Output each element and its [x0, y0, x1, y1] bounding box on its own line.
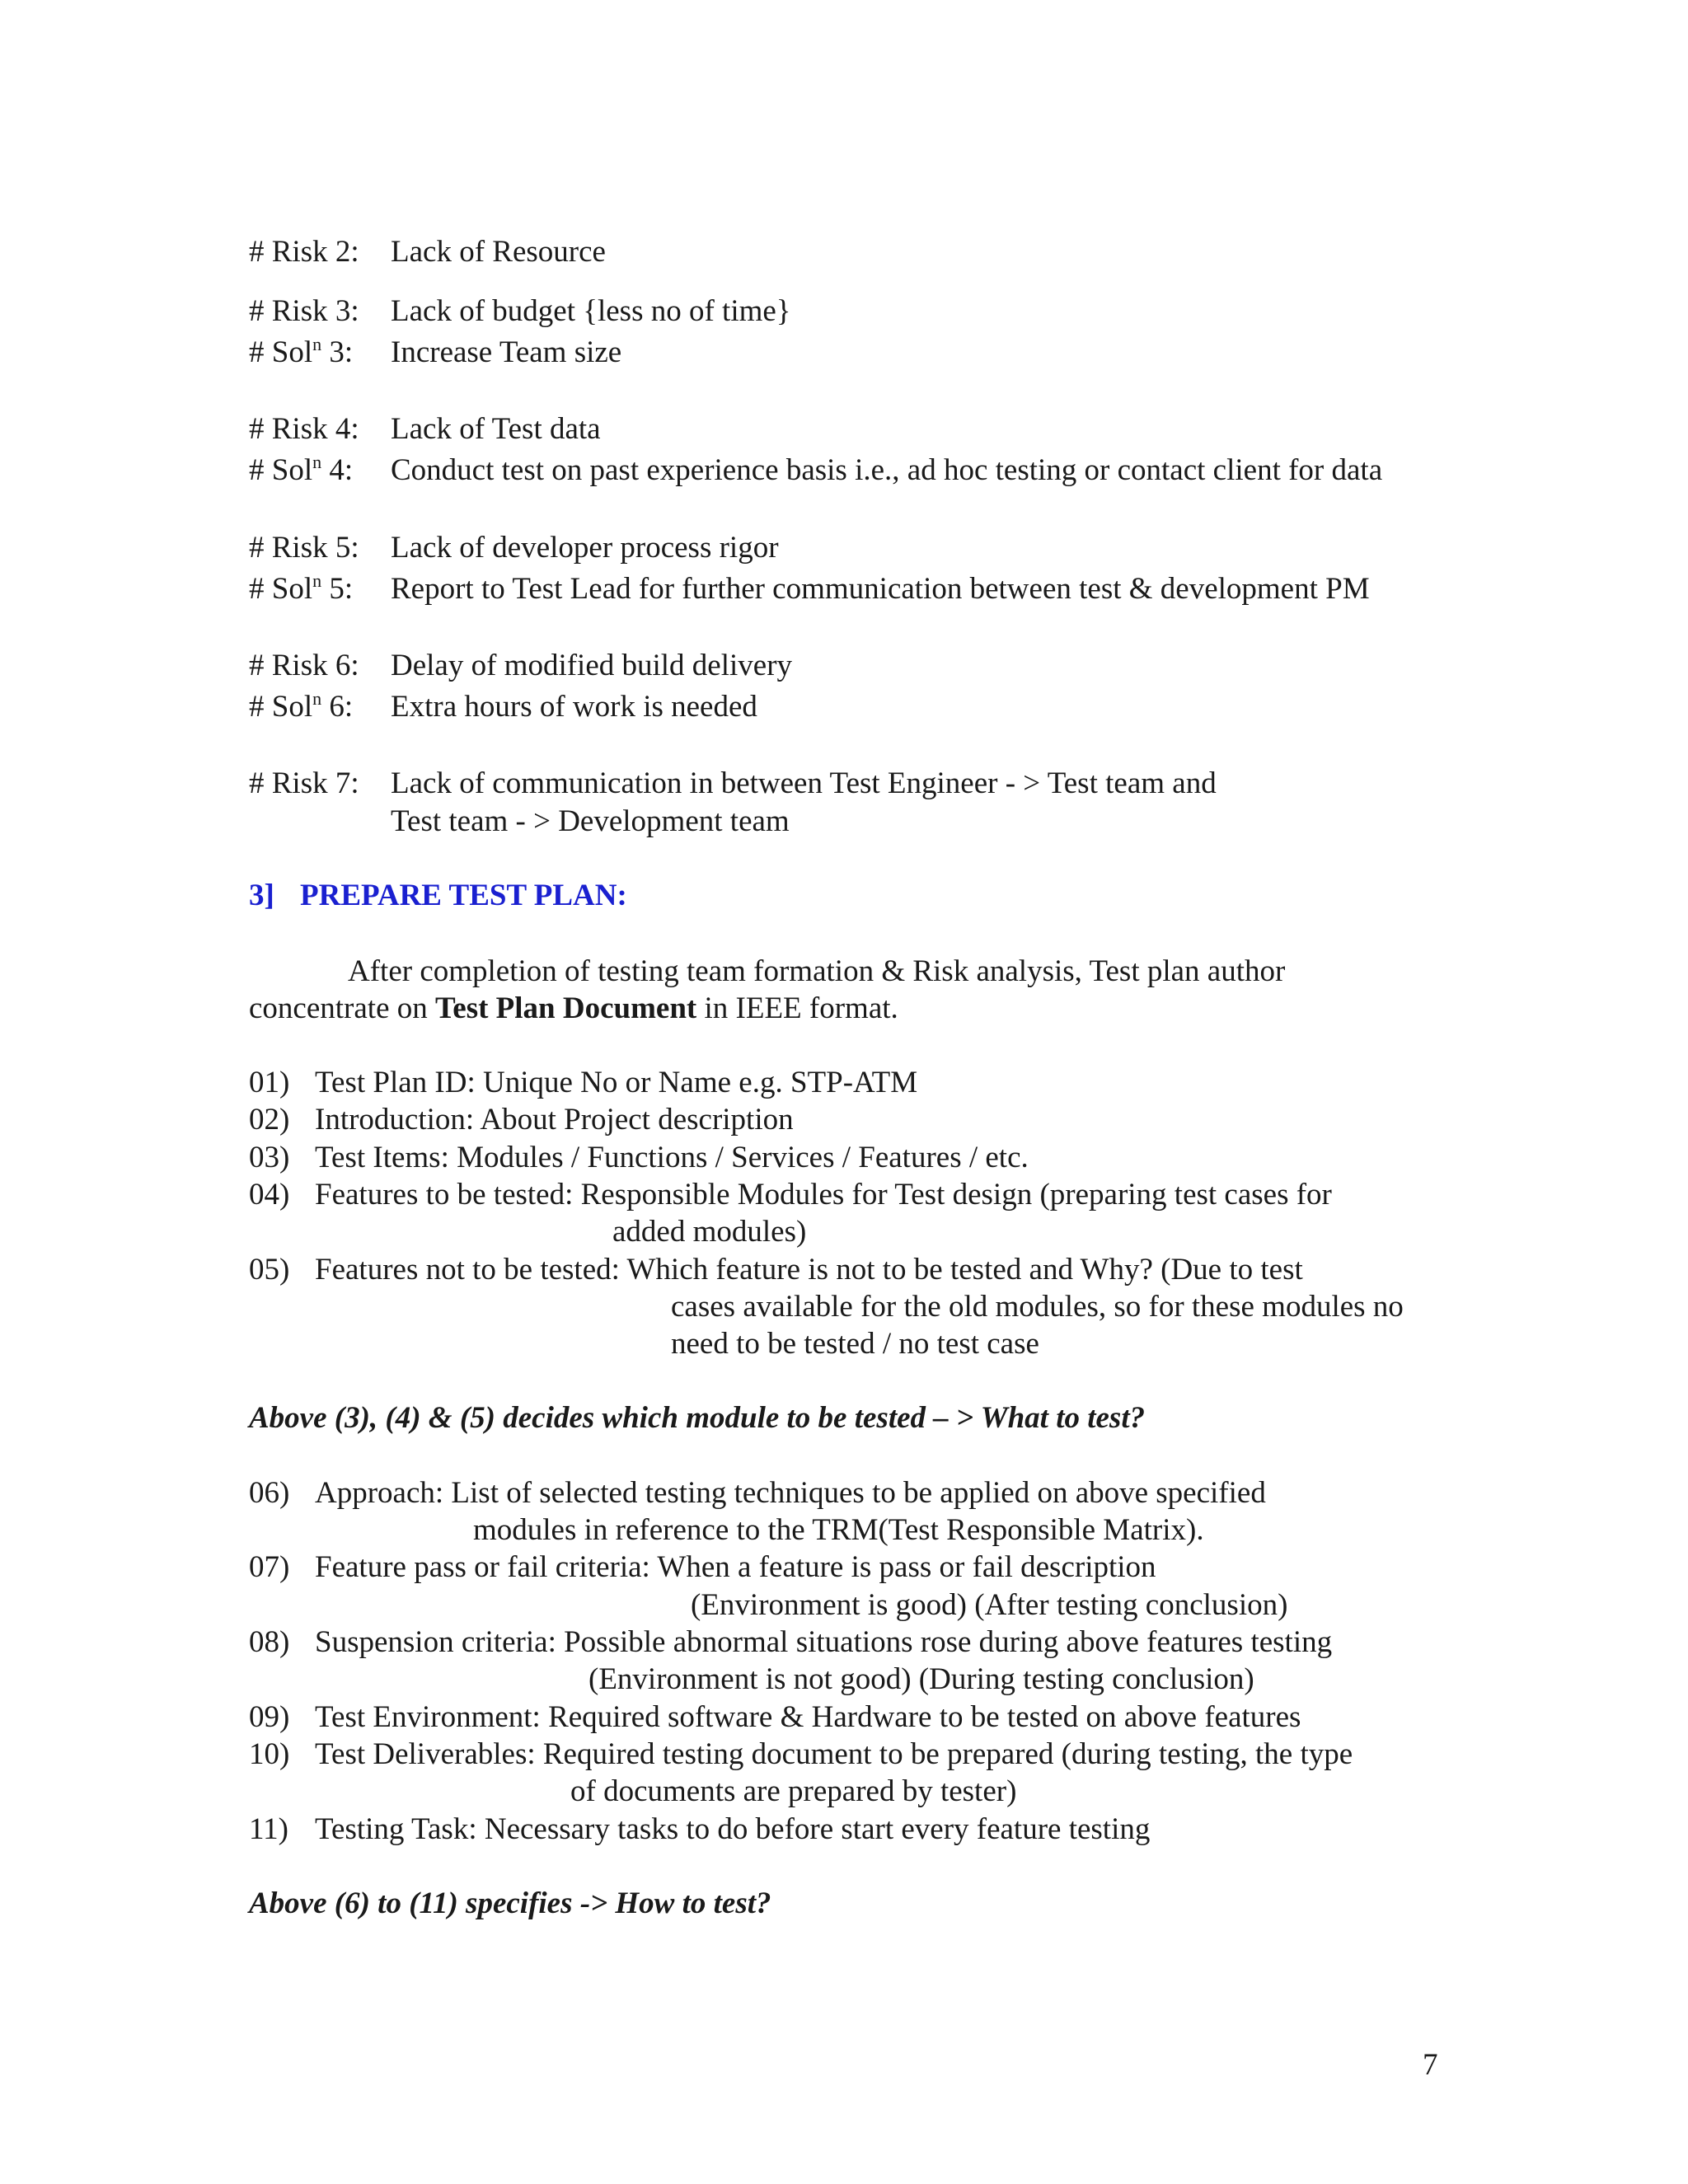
risk-label: # Risk 7: — [249, 766, 359, 800]
how-to-test-note: Above (6) to (11) specifies -> How to test? — [249, 1886, 771, 1920]
item-continuation: (Environment is good) (After testing conclusion) — [691, 1588, 1288, 1622]
item-text: Testing Task: Necessary tasks to do before start every feature testing — [315, 1812, 1151, 1846]
risk-text: Lack of budget {less no of time} — [391, 294, 791, 328]
item-continuation: of documents are prepared by tester) — [570, 1774, 1017, 1808]
item-continuation: need to be tested / no test case — [671, 1327, 1039, 1361]
risk-label: # Risk 2: — [249, 235, 359, 269]
item-text: Test Environment: Required software & Hardware to be tested on above features — [315, 1700, 1301, 1734]
item-text: Feature pass or fail criteria: When a feature is pass or fail description — [315, 1550, 1156, 1584]
solution-label: # Sol$^n$ 6: — [249, 688, 354, 724]
risk-text: Delay of modified build delivery — [391, 649, 793, 682]
section-number: 3] — [249, 879, 274, 912]
solution-text: Report to Test Lead for further communication between test & development PM — [391, 572, 1370, 606]
item-number: 11) — [249, 1812, 288, 1846]
item-number: 09) — [249, 1700, 290, 1734]
solution-text: Conduct test on past experience basis i.e., ad hoc testing or contact client for data — [391, 453, 1383, 487]
item-text: Approach: List of selected testing techniques to be applied on above specified — [315, 1476, 1266, 1510]
item-number: 05) — [249, 1253, 290, 1286]
item-number: 02) — [249, 1103, 290, 1137]
risk-text: Lack of Resource — [391, 235, 606, 269]
solution-text: Extra hours of work is needed — [391, 690, 757, 724]
item-text: Features not to be tested: Which feature is not to be tested and Why? (Due to test — [315, 1253, 1303, 1286]
risk-label: # Risk 5: — [249, 531, 359, 565]
item-text: Introduction: About Project description — [315, 1103, 794, 1137]
item-number: 07) — [249, 1550, 290, 1584]
intro-line-1: After completion of testing team formation & Risk analysis, Test plan author — [348, 954, 1286, 988]
risk-label: # Risk 3: — [249, 294, 359, 328]
risk-text: Lack of communication in between Test Engineer - > Test team and — [391, 766, 1217, 800]
intro-line-2: concentrate on Test Plan Document in IEEE format. — [249, 991, 898, 1025]
risk-label: # Risk 4: — [249, 412, 359, 446]
item-text: Test Deliverables: Required testing document to be prepared (during testing, the type — [315, 1737, 1353, 1771]
section-title: PREPARE TEST PLAN: — [300, 879, 627, 912]
item-number: 10) — [249, 1737, 290, 1771]
item-continuation: modules in reference to the TRM(Test Responsible Matrix). — [473, 1513, 1204, 1547]
item-number: 06) — [249, 1476, 290, 1510]
risk-text: Lack of developer process rigor — [391, 531, 779, 565]
risk-label: # Risk 6: — [249, 649, 359, 682]
item-text: Features to be tested: Responsible Modules for Test design (preparing test cases for — [315, 1178, 1332, 1212]
solution-label: # Sol$^n$ 4: — [249, 452, 354, 487]
item-number: 03) — [249, 1141, 290, 1174]
page-number: 7 — [1423, 2048, 1438, 2082]
item-number: 01) — [249, 1066, 290, 1099]
item-number: 04) — [249, 1178, 290, 1212]
item-continuation: added modules) — [612, 1215, 807, 1249]
solution-text: Increase Team size — [391, 335, 622, 369]
item-number: 08) — [249, 1625, 290, 1659]
risk-text-continued: Test team - > Development team — [391, 804, 790, 838]
item-text: Test Items: Modules / Functions / Services / Features / etc. — [315, 1141, 1029, 1174]
item-text: Suspension criteria: Possible abnormal situations rose during above features testing — [315, 1625, 1333, 1659]
solution-label: # Sol$^n$ 3: — [249, 334, 354, 369]
section-heading — [249, 878, 627, 914]
item-continuation: (Environment is not good) (During testing conclusion) — [588, 1662, 1254, 1696]
item-text: Test Plan ID: Unique No or Name e.g. STP-ATM — [315, 1066, 918, 1099]
what-to-test-note: Above (3), (4) & (5) decides which module to be tested – > What to test? — [249, 1401, 1146, 1435]
test-plan-document-term: Test Plan Document — [435, 991, 697, 1025]
solution-label: # Sol$^n$ 5: — [249, 570, 354, 606]
item-continuation: cases available for the old modules, so for these modules no — [671, 1290, 1404, 1324]
risk-text: Lack of Test data — [391, 412, 601, 446]
